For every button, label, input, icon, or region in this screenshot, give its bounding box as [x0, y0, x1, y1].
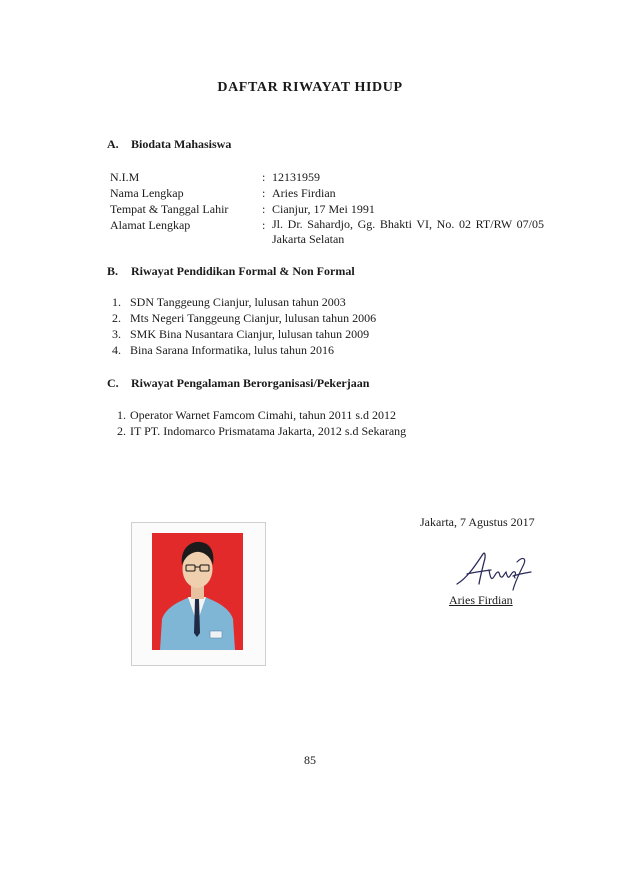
- list-item: [112, 326, 376, 342]
- section-b-number: B.: [107, 264, 119, 278]
- list-item: [112, 310, 376, 326]
- list-number: 1.: [112, 295, 121, 309]
- list-text: Operator Warnet Famcom Cimahi, tahun 2011 s.d 2012: [130, 408, 396, 422]
- biodata-value: Cianjur, 17 Mei 1991: [272, 202, 375, 216]
- biodata-label: Nama Lengkap: [110, 186, 184, 200]
- list-number: 3.: [112, 327, 121, 341]
- list-item: [117, 423, 406, 439]
- page-number: 85: [304, 753, 316, 767]
- list-text: Mts Negeri Tanggeung Cianjur, lulusan tahun 2006: [130, 311, 377, 325]
- section-a-number: A.: [107, 137, 119, 151]
- list-text: SMK Bina Nusantara Cianjur, lulusan tahun 2009: [130, 327, 370, 341]
- handwritten-signature: [453, 548, 543, 593]
- biodata-value: 12131959: [272, 170, 320, 184]
- education-list: [112, 294, 376, 358]
- list-item: [112, 294, 376, 310]
- list-text: IT PT. Indomarco Prismatama Jakarta, 2012 s.d Sekarang: [130, 424, 407, 438]
- list-number: 2.: [117, 424, 126, 438]
- list-item: [112, 342, 376, 358]
- section-b-title: Riwayat Pendidikan Formal & Non Formal: [131, 264, 355, 278]
- portrait-image: [152, 533, 243, 650]
- list-number: 2.: [112, 311, 121, 325]
- list-text: SDN Tanggeung Cianjur, lulusan tahun 2003: [130, 295, 346, 309]
- biodata-label: Tempat & Tanggal Lahir: [110, 202, 229, 216]
- section-c-number: C.: [107, 376, 119, 390]
- document-title: DAFTAR RIWAYAT HIDUP: [217, 80, 403, 95]
- experience-list: [117, 407, 406, 439]
- section-c-heading: [107, 376, 369, 391]
- signatory-name: Aries Firdian: [449, 593, 513, 607]
- list-number: 4.: [112, 343, 121, 357]
- profile-photo: [152, 533, 243, 650]
- section-c-title: Riwayat Pengalaman Berorganisasi/Pekerjaan: [131, 376, 370, 390]
- list-text: Bina Sarana Informatika, lulus tahun 2016: [130, 343, 334, 357]
- biodata-address-value: Jl. Dr. Sahardjo, Gg. Bhakti VI, No. 02 RT/RW 07/05 Jakarta Selatan: [272, 217, 544, 246]
- place-date: Jakarta, 7 Agustus 2017: [420, 515, 535, 529]
- biodata-colon: :: [262, 170, 266, 184]
- biodata-colon: :: [262, 202, 266, 216]
- list-number: 1.: [117, 408, 126, 422]
- biodata-colon: :: [262, 186, 266, 200]
- list-item: [117, 407, 406, 423]
- biodata-value: Aries Firdian: [272, 186, 336, 200]
- biodata-colon: :: [262, 218, 266, 232]
- biodata-label: Alamat Lengkap: [110, 218, 191, 232]
- section-b-heading: [107, 264, 355, 279]
- biodata-label: N.I.M: [110, 170, 140, 184]
- section-a-heading: [107, 137, 231, 152]
- section-a-title: Biodata Mahasiswa: [131, 137, 232, 151]
